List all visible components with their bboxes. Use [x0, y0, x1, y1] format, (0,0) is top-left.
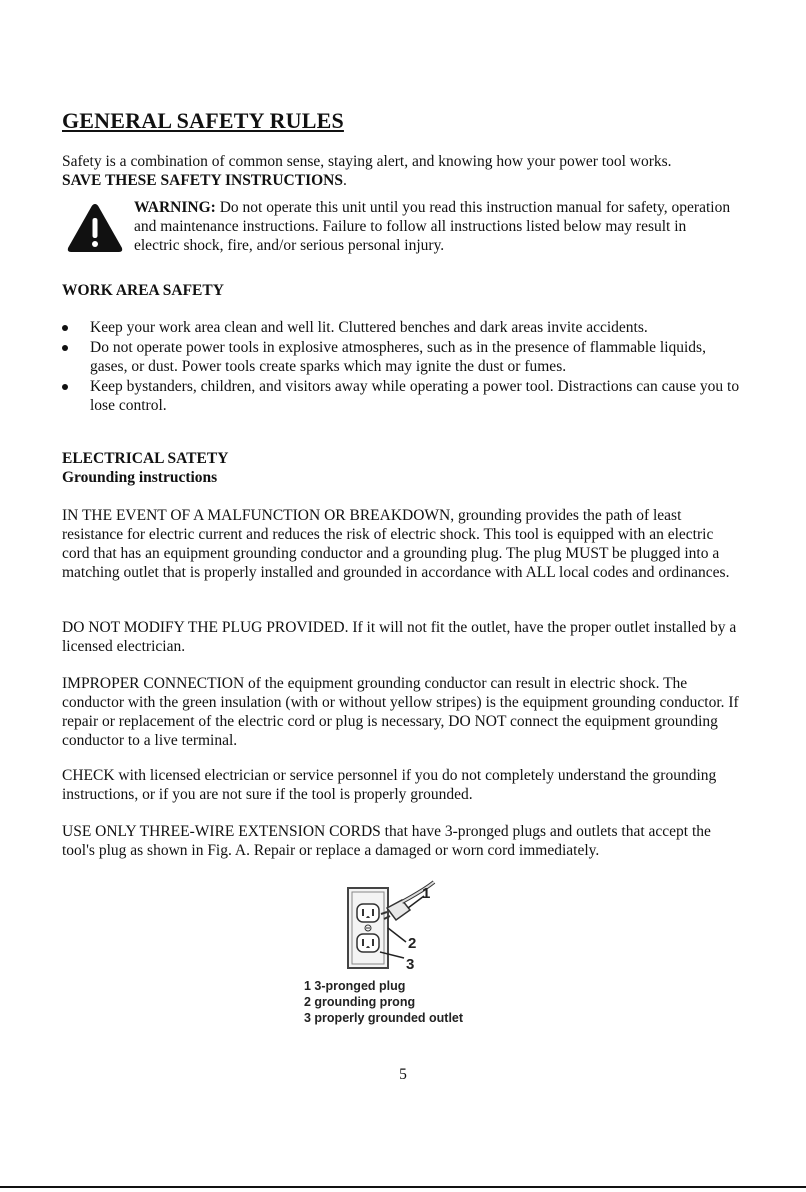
callout-1: 1	[422, 885, 431, 902]
list-item: Keep your work area clean and well lit. Cluttered benches and dark areas invite accidents.	[62, 318, 742, 337]
work-area-heading: WORK AREA SAFETY	[62, 282, 224, 299]
electrical-heading: ELECTRICAL SATETY	[62, 450, 229, 467]
page-title: GENERAL SAFETY RULES	[62, 108, 344, 133]
callout-2: 2	[408, 935, 417, 952]
list-item: Do not operate power tools in explosive atmospheres, such as in the presence of flammable liquids, gases, or dust. Power tools create sparks which may ignite the dust or fumes.	[62, 338, 742, 376]
work-area-list	[62, 318, 742, 416]
figure-legend	[304, 978, 463, 1026]
list-item: Keep bystanders, children, and visitors away while operating a power tool. Distractions can cause you to lose control.	[62, 377, 742, 415]
legend-item: 2 grounding prong	[304, 995, 416, 1009]
paragraph-improper-connection: IMPROPER CONNECTION of the equipment grounding conductor can result in electric shock. The conductor with the green insulation (with or without yellow stripes) is the equipment grounding conductor. If repair or replacement of the electric cord or plug is necessary, DO NOT connect the equipment grounding conductor to a live terminal.	[62, 675, 739, 749]
grounding-subheading: Grounding instructions	[62, 469, 218, 486]
bottom-rule	[0, 1186, 806, 1188]
legend-item: 3 properly grounded outlet	[304, 1011, 464, 1025]
warning-notice	[134, 198, 734, 255]
warning-triangle-icon	[66, 202, 124, 254]
save-instructions-end: .	[342, 172, 347, 189]
save-instructions: SAVE THESE SAFETY INSTRUCTIONS	[62, 172, 343, 189]
callout-3: 3	[406, 956, 415, 973]
paragraph-malfunction: IN THE EVENT OF A MALFUNCTION OR BREAKDOWN, grounding provides the path of least resistance for electric current and reduces the risk of electric shock. This tool is equipped with an electric cord that has an equipment grounding conductor and a grounding plug. The plug MUST be plugged into a matching outlet that is properly installed and grounded in accordance with ALL local codes and ordinances.	[62, 507, 730, 581]
intro-line: Safety is a combination of common sense, staying alert, and knowing how your power tool works.	[62, 153, 672, 170]
legend-item: 1 3-pronged plug	[304, 979, 406, 993]
paragraph-extension-cords: USE ONLY THREE-WIRE EXTENSION CORDS that have 3-pronged plugs and outlets that accept the tool's plug as shown in Fig. A. Repair or replace a damaged or worn cord immediately.	[62, 823, 711, 859]
paragraph-check: CHECK with licensed electrician or service personnel if you do not completely understand the grounding instructions, or if you are not sure if the tool is properly grounded.	[62, 767, 717, 803]
warning-text: Do not operate this unit until you read this instruction manual for safety, operation and maintenance instructions. Failure to follow all instructions listed below may result in electric shock, fire, and/or serious personal injury.	[134, 199, 731, 254]
page-number: 5	[399, 1066, 407, 1083]
warning-label: WARNING:	[134, 199, 216, 216]
intro-paragraph	[62, 152, 740, 190]
paragraph-modify-plug: DO NOT MODIFY THE PLUG PROVIDED. If it will not fit the outlet, have the proper outlet installed by a licensed electrician.	[62, 619, 737, 655]
